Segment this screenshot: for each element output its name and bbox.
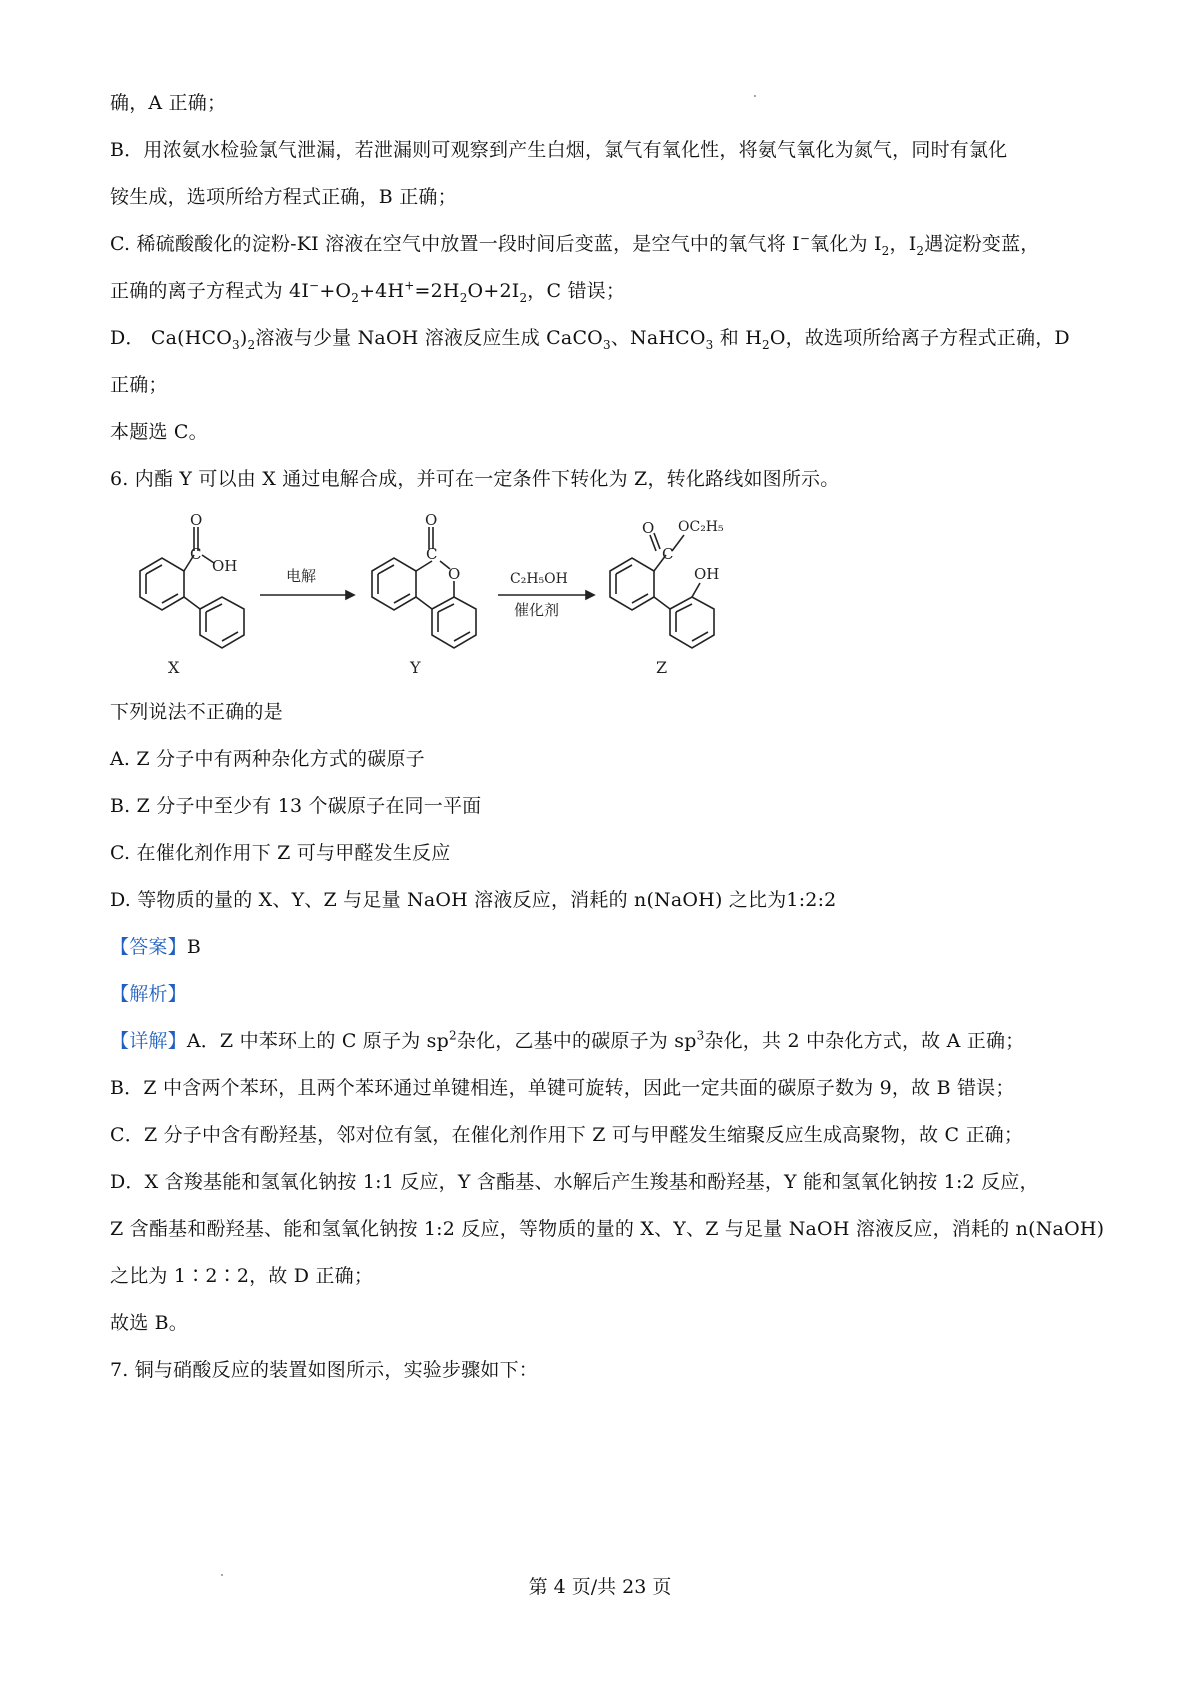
x-carbonyl-o: O [190, 511, 203, 529]
answer-value: B [186, 936, 201, 958]
y-carbonyl-o: O [425, 511, 438, 529]
text-line: B．用浓氨水检验氯气泄漏，若泄漏则可观察到产生白烟，氯气有氧化性，将氨气氧化为氮气，同时有氯化 [110, 139, 1008, 161]
answer [110, 932, 1100, 962]
x-oh-label: OH [212, 557, 238, 575]
option-b: B. Z 分子中至少有 13 个碳原子在同一平面 [110, 795, 482, 817]
detail-line: 故选 B。 [110, 1312, 189, 1334]
z-oc2h5-label: OC₂H₅ [678, 519, 724, 535]
text-line: C. 稀硫酸酸化的淀粉-KI 溶液在空气中放置一段时间后变蓝，是空气中的氧气将 I−氧化为 $I_2$，$I_2$遇淀粉变蓝， [110, 231, 1040, 258]
question-6-prompt: 下列说法不正确的是 [110, 701, 283, 723]
answer-tag: 【答案】 [110, 936, 187, 958]
z-carbonyl-o: O [642, 519, 655, 537]
page-footer: 第 4 页/共 23 页 [528, 1576, 672, 1598]
detail-line: 之比为 1∶2∶2，故 D 正确； [110, 1265, 374, 1287]
detail-line: D．X 含羧基能和氢氧化钠按 1:1 反应，Y 含酯基、水解后产生羧基和酚羟基，Y 能和氢氧化钠按 1:2 反应， [110, 1171, 1039, 1193]
arrow1-label: 电解 [286, 567, 317, 585]
z-oh-label: OH [694, 565, 720, 583]
detail-tag: 【详解】 [110, 1030, 187, 1052]
text-line: 铵生成，选项所给方程式正确，B 正确； [110, 186, 457, 208]
text-line: 确，A 正确； [110, 92, 227, 114]
detail-line: B．Z 中含两个苯环，且两个苯环通过单键相连，单键可旋转，因此一定共面的碳原子数为 9，故 B 错误； [110, 1077, 1015, 1099]
arrow2-catalyst: 催化剂 [514, 601, 560, 619]
document-body [110, 88, 1105, 1402]
compound-z-label: Z [656, 658, 668, 677]
detail-line: Z 含酯基和酚羟基、能和氢氧化钠按 1:2 反应，等物质的量的 X、Y、Z 与足量 NaOH 溶液反应，消耗的 n(NaOH) [110, 1218, 1105, 1240]
analysis-heading: 【解析】 [110, 983, 187, 1005]
text-line: 正确的离子方程式为 $4I^-+O_2+4H^+=2H_2O+2I_2$，C 错误； [110, 278, 626, 305]
question-6: 6. 内酯 Y 可以由 X 通过电解合成，并可在一定条件下转化为 Z，转化路线如图所示。 [110, 468, 840, 490]
text-line: D． $Ca(HCO_3)_2$溶液与少量 NaOH 溶液反应生成 CaCO$_3$、NaHCO$_3$ 和 $H_2O$，故选项所给离子方程式正确，D [110, 327, 1070, 352]
option-d: D. 等物质的量的 X、Y、Z 与足量 NaOH 溶液反应，消耗的 n(NaOH) 之比为1:2:2 [110, 889, 837, 911]
reaction-scheme-drawing [110, 511, 810, 689]
y-ring-o: O [448, 565, 461, 583]
text-line: 本题选 C。 [110, 421, 208, 443]
arrow2-reagent: C₂H₅OH [510, 571, 568, 587]
detail-line: C．Z 分子中含有酚羟基，邻对位有氢，在催化剂作用下 Z 可与甲醛发生缩聚反应生成高聚物，故 C 正确； [110, 1124, 1024, 1146]
option-a: A. Z 分子中有两种杂化方式的碳原子 [110, 748, 425, 770]
detail-line: 【详解】A．Z 中苯环上的 C 原子为 $sp^2$杂化，乙基中的碳原子为 $sp^3$杂化，共 2 中杂化方式，故 A 正确； [110, 1028, 1025, 1052]
x-carboxyl-c: C [190, 545, 202, 563]
reaction-scheme [110, 511, 1100, 689]
y-carbonyl-c: C [426, 545, 438, 563]
compound-y-label: Y [410, 658, 421, 677]
z-ester-c: C [662, 545, 674, 563]
scan-speck [754, 95, 756, 97]
option-c: C. 在催化剂作用下 Z 可与甲醛发生反应 [110, 842, 451, 864]
compound-x-label: X [168, 658, 180, 677]
text-line: 正确； [110, 374, 168, 396]
question-7: 7. 铜与硝酸反应的装置如图所示，实验步骤如下： [110, 1359, 538, 1381]
